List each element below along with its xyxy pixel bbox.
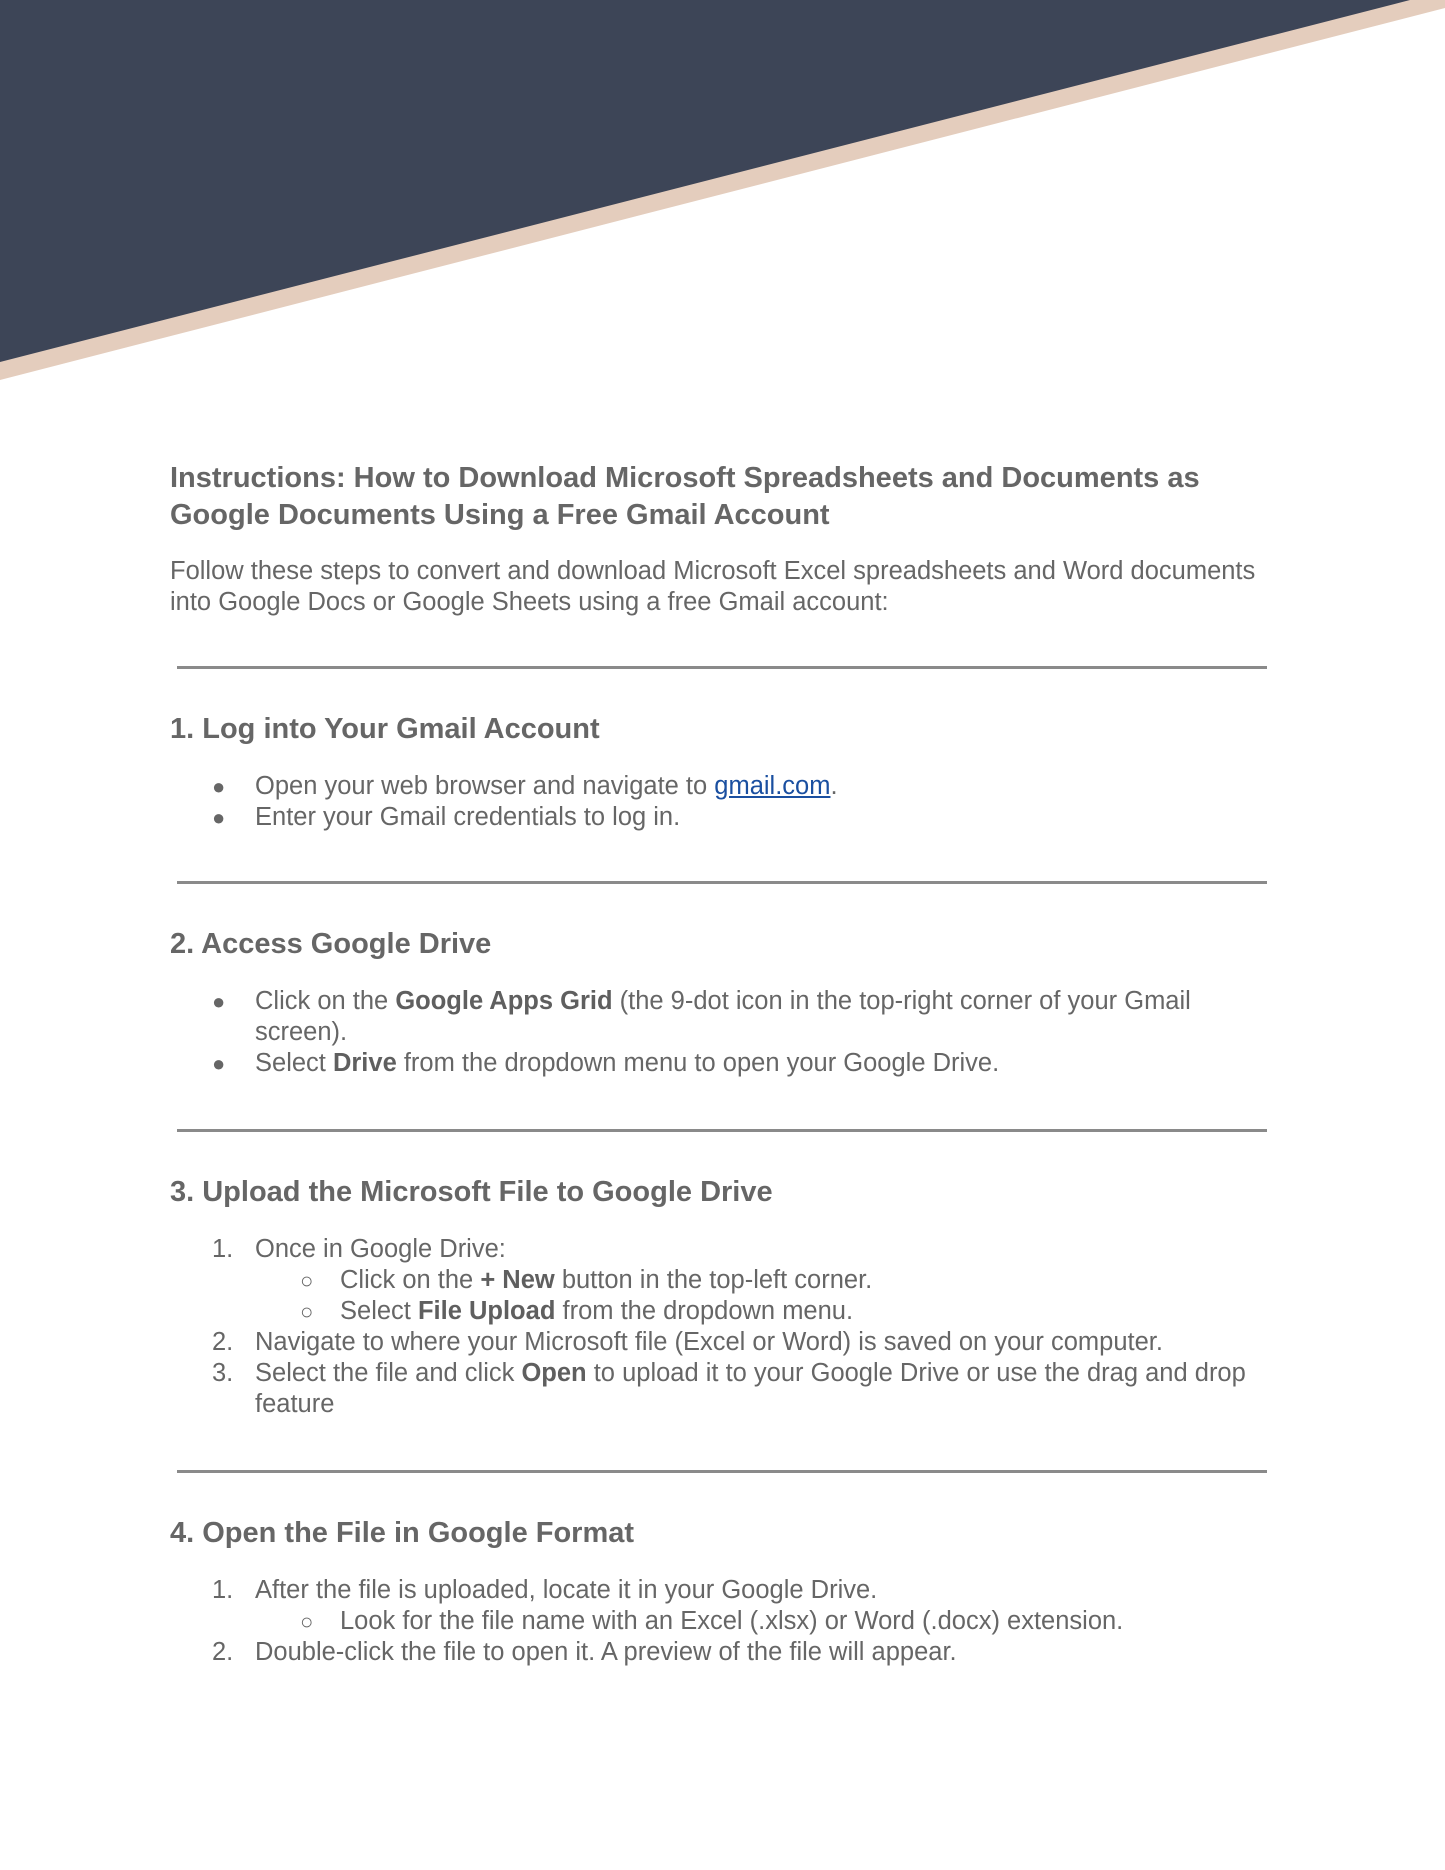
section-2 — [170, 926, 1280, 1079]
list-item — [170, 1234, 1280, 1265]
section-3 — [170, 1174, 1280, 1420]
item-text: Open your web browser and navigate to — [255, 772, 715, 800]
sub-list-item — [170, 1265, 1280, 1296]
item-text: Click on the — [340, 1266, 481, 1294]
section-divider — [177, 1129, 1267, 1132]
item-text: Navigate to where your Microsoft file (Excel or Word) is saved on your computer. — [255, 1328, 1163, 1356]
item-text-end: to upload it to your Google Drive or use the drag and drop feature — [255, 1359, 1246, 1418]
list-item — [170, 1327, 1280, 1358]
item-text: Select the file and click — [255, 1359, 522, 1387]
list-item — [170, 1358, 1280, 1420]
list-item — [170, 771, 1280, 802]
section-heading: 1. Log into Your Gmail Account — [170, 713, 600, 745]
section-heading: 2. Access Google Drive — [170, 928, 492, 960]
section-1 — [170, 711, 1280, 833]
section-divider — [177, 881, 1267, 884]
bullet-list — [170, 771, 1280, 833]
document-title: Instructions: How to Download Microsoft Spreadsheets and Documents as Google Documents Using a Free Gmail Account — [170, 462, 1200, 531]
section-4 — [170, 1515, 1280, 1668]
section-divider — [177, 1470, 1267, 1473]
item-text: After the file is uploaded, locate it in your Google Drive. — [255, 1576, 878, 1604]
circle-bullet-icon: ○ — [300, 1609, 314, 1634]
bullet-icon: ● — [212, 805, 226, 830]
item-bold-text: + New — [480, 1266, 555, 1294]
item-bold-text: Open — [521, 1359, 587, 1387]
numbered-list — [170, 1575, 1280, 1668]
circle-bullet-icon: ○ — [300, 1299, 314, 1324]
item-text: Select — [340, 1297, 418, 1325]
list-number: 1. — [212, 1235, 234, 1263]
list-item — [170, 802, 1280, 833]
item-text-end: . — [830, 772, 838, 800]
item-text: Select — [255, 1049, 333, 1077]
item-bold-text: Drive — [332, 1049, 397, 1077]
bullet-list — [170, 986, 1280, 1079]
section-divider — [177, 666, 1267, 669]
item-text-end: button in the top-left corner. — [554, 1266, 873, 1294]
list-number: 3. — [212, 1359, 234, 1387]
list-item — [170, 986, 1280, 1048]
list-item — [170, 1048, 1280, 1079]
bullet-icon: ● — [212, 1051, 226, 1076]
item-text: Look for the file name with an Excel (.xlsx) or Word (.docx) extension. — [340, 1607, 1124, 1635]
sub-list-item — [170, 1606, 1280, 1637]
item-text-end: (the 9-dot icon in the top-right corner of your Gmail screen). — [255, 987, 1191, 1046]
list-number: 1. — [212, 1576, 234, 1604]
item-bold-text: Google Apps Grid — [395, 987, 613, 1015]
sub-list-item — [170, 1296, 1280, 1327]
bullet-icon: ● — [212, 774, 226, 799]
item-text: Click on the — [255, 987, 396, 1015]
numbered-list — [170, 1234, 1280, 1420]
section-heading: 4. Open the File in Google Format — [170, 1517, 635, 1549]
document-intro: Follow these steps to convert and download Microsoft Excel spreadsheets and Word documents into Google Docs or Google Sheets using a free Gmail account: — [170, 557, 1256, 616]
item-text: Enter your Gmail credentials to log in. — [255, 803, 681, 831]
gmail-link[interactable]: gmail.com — [714, 772, 831, 800]
item-text: Double-click the file to open it. A preview of the file will appear. — [255, 1638, 957, 1666]
item-text-end: from the dropdown menu to open your Google Drive. — [396, 1049, 1000, 1077]
list-item — [170, 1637, 1280, 1668]
document-body — [170, 460, 1280, 1668]
list-item — [170, 1575, 1280, 1606]
bullet-icon: ● — [212, 989, 226, 1014]
item-bold-text: File Upload — [417, 1297, 556, 1325]
header-banner — [0, 0, 1445, 400]
item-text-end: from the dropdown menu. — [555, 1297, 854, 1325]
section-heading: 3. Upload the Microsoft File to Google Drive — [170, 1176, 773, 1208]
list-number: 2. — [212, 1638, 234, 1666]
list-number: 2. — [212, 1328, 234, 1356]
circle-bullet-icon: ○ — [300, 1268, 314, 1293]
item-text: Once in Google Drive: — [255, 1235, 506, 1263]
